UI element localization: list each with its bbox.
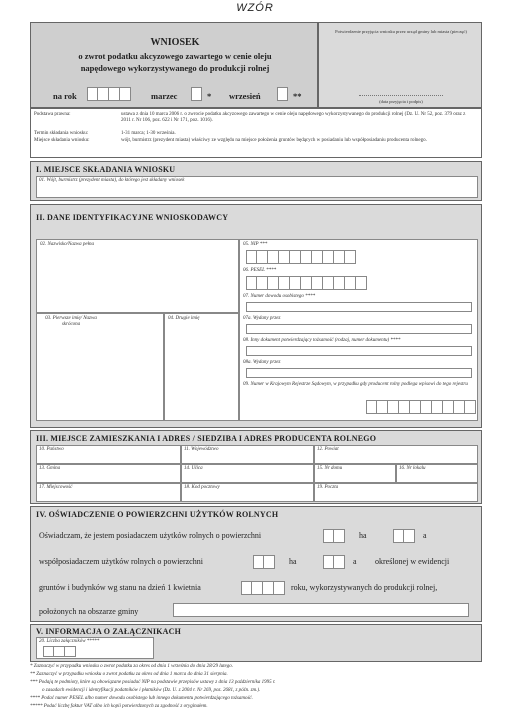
wzor-label: WZÓR [236,2,274,14]
field-09-label: 09. Numer w Krajowym Rejestrze Sądowym, w przypadku gdy producent rolny podlega wpisowi do tego rejestru [243,382,468,387]
field-20 [36,637,154,659]
field-19[interactable] [314,483,478,502]
field-08a-input[interactable] [246,368,472,378]
footnote-1: * Zaznaczyć w przypadku wniosku o zwrot podatku za okres od dnia 1 września do dnia 28/29 lutego. [30,664,233,669]
field-15[interactable] [314,464,396,483]
star2: ** [293,91,302,101]
field-13-label: 13. Gmina [39,466,61,471]
pesel-input[interactable] [246,276,367,290]
field-10[interactable] [36,445,181,464]
section1 [30,161,482,201]
section4-title: IV. OŚWIADCZENIE O POWIERZCHNI UŻYTKÓW ROLNYCH [36,510,279,519]
title-line2: o zwrot podatku akcyzowego zawartego w cenie oleju [78,51,272,61]
stamp-line [359,95,443,96]
info-block [30,108,482,158]
wrzesien-checkbox[interactable] [277,87,288,101]
decl-line2-text: współposiadaczem użytków rolnych o powierzchni [39,557,203,566]
field-12[interactable] [314,445,478,464]
miejsce-text: wójt, burmistrz (prezydent miasta) właściwy ze względu na miejsce położenia gruntów będących w posiadaniu lub współposiadaniu producenta rolnego. [121,138,427,143]
section3-title: III. MIEJSCE ZAMIESZKANIA I ADRES / SIEDZIBA I ADRES PRODUCENTA ROLNEGO [36,434,377,443]
podstawa-label: Podstawa prawna: [34,112,71,117]
marzec-checkbox[interactable] [191,87,202,101]
field-19-label: 19. Poczta [317,485,339,490]
decl-line3-text: gruntów i budynków wg stanu na dzień 1 kwietnia [39,583,201,592]
field-12-label: 12. Powiat [317,447,339,452]
a-label-1: a [423,531,427,540]
stamp-top-text: Potwierdzenie przyjęcia wniosku przez urząd gminy lub miasta (pieczęć) [335,29,467,34]
field-13[interactable] [36,464,181,483]
section5-title: V. INFORMACJA O ZAŁĄCZNIKACH [36,627,182,636]
right-column [239,239,478,421]
attachments-count-input[interactable] [43,646,76,657]
field-14[interactable] [181,464,314,483]
area-a-2[interactable] [323,555,345,569]
miejsce-label: Miejsce składania wniosku: [34,138,90,143]
section5 [30,624,482,662]
field-01-label: 01. Wójt, burmistrz (prezydent miasta), do którego jest składany wniosek [39,178,185,183]
stamp-date-sig: (data przyjęcia i podpis) [379,99,423,104]
section1-title: I. MIEJSCE SKŁADANIA WNIOSKU [36,165,176,174]
area-ha-1[interactable] [323,529,345,543]
area-a-1[interactable] [393,529,415,543]
field-07-label: 07. Numer dowodu osobistego **** [243,294,316,299]
field-16[interactable] [396,464,478,483]
field-06-label: 06. PESEL **** [243,268,277,273]
field-18[interactable] [181,483,314,502]
field-04[interactable] [164,313,239,421]
krs-input[interactable] [366,400,476,414]
footnote-2: ** Zaznaczyć w przypadku wniosku o zwrot podatku za okres od dnia 1 marca do dnia 31 sierpnia. [30,672,228,677]
section2-title: II. DANE IDENTYFIKACYJNE WNIOSKODAWCY [36,213,229,222]
footnote-5: ***** Podać liczbę faktur VAT albo ich kopii potwierdzonych za zgodność z oryginałem. [30,704,208,709]
field-18-label: 18. Kod pocztowy [184,485,220,490]
footnote-3: *** Podają te podmioty, które są obowiązane posiadać NIP na podstawie przepisów ustawy z dnia 13 października 1995 r. [30,680,276,685]
termin-label: Termin składania wniosku: [34,131,89,136]
section4 [30,506,482,622]
field-08a-label: 08a. Wydany przez [243,360,281,365]
title-line1: WNIOSEK [150,37,200,48]
field-20-label: 20. Liczba załączników ***** [39,639,100,644]
decl-line4-text: położonych na obszarze gminy [39,607,139,616]
section2 [30,204,482,428]
field-07a-label: 07a. Wydany przez [243,316,281,321]
field-08-label: 08. Inny dokument potwierdzający tożsamość (rodzaj, numer dokumentu) **** [243,338,401,343]
field-03[interactable] [36,313,164,421]
star1: * [207,91,212,101]
field-05-label: 05. NIP *** [243,242,268,247]
field-15-label: 15. Nr domu [317,466,343,471]
marzec-label: marzec [151,91,178,101]
field-02[interactable] [36,239,239,313]
field-02-label: 02. Nazwisko/Nazwa pełna [40,242,95,247]
year-input[interactable] [87,87,131,101]
field-07a-input[interactable] [246,324,472,334]
na-rok-label: na rok [53,91,77,101]
year-april-input[interactable] [241,581,285,595]
field-17[interactable] [36,483,181,502]
nip-input[interactable] [246,250,356,264]
field-07-input[interactable] [246,302,472,312]
title-block [30,22,318,108]
decl-line2-end: określonej w ewidencji [375,557,450,566]
stamp-box [318,22,482,108]
field-17-label: 17. Miejscowość [39,485,73,490]
footnote-4: **** Podać numer PESEL albo numer dowodu osobistego lub innego dokumentu potwierdzającego tożsamość. [30,696,253,701]
title-line3: napędowego wykorzystywanego do produkcji rolnej [80,63,270,73]
footnote-3b: o zasadach ewidencji i identyfikacji podatników i płatników (Dz. U. z 2004 r. Nr 269, poz. 2681, z późn. zm.). [42,688,261,693]
decl-line1-text: Oświadczam, że jestem posiadaczem użytków rolnych o powierzchni [39,531,262,540]
field-11-label: 11. Województwo [184,447,219,452]
field-11[interactable] [181,445,314,464]
podstawa-text: ustawa z dnia 10 marca 2006 r. o zwrocie podatku akcyzowego zawartego w cenie oleju napędowego wykorzystywanego do produkcji rolnej (Dz. U. Nr 52, poz. 379 oraz z 2011 r. Nr 106, poz. 622 i Nr 171, poz. 1016). [121,112,466,123]
a-label-2: a [353,557,357,566]
section3 [30,430,482,504]
area-ha-2[interactable] [253,555,275,569]
ha-label-1: ha [359,531,367,540]
field-10-label: 10. Państwo [39,447,64,452]
field-14-label: 14. Ulica [184,466,203,471]
termin-text: 1-31 marca; 1-30 września. [121,131,176,136]
field-01[interactable] [36,176,478,198]
gmina-input[interactable] [173,603,469,617]
ha-label-2: ha [289,557,297,566]
field-16-label: 16. Nr lokalu [399,466,426,471]
field-03-label: 03. Pierwsze imię/ Nazwa skrócona [45,316,97,327]
wrzesien-label: wrzesień [229,91,261,101]
field-04-label: 04. Drugie imię [168,316,200,321]
decl-line3-end: roku, wykorzystywanych do produkcji rolnej, [291,583,438,592]
field-08-input[interactable] [246,346,472,356]
